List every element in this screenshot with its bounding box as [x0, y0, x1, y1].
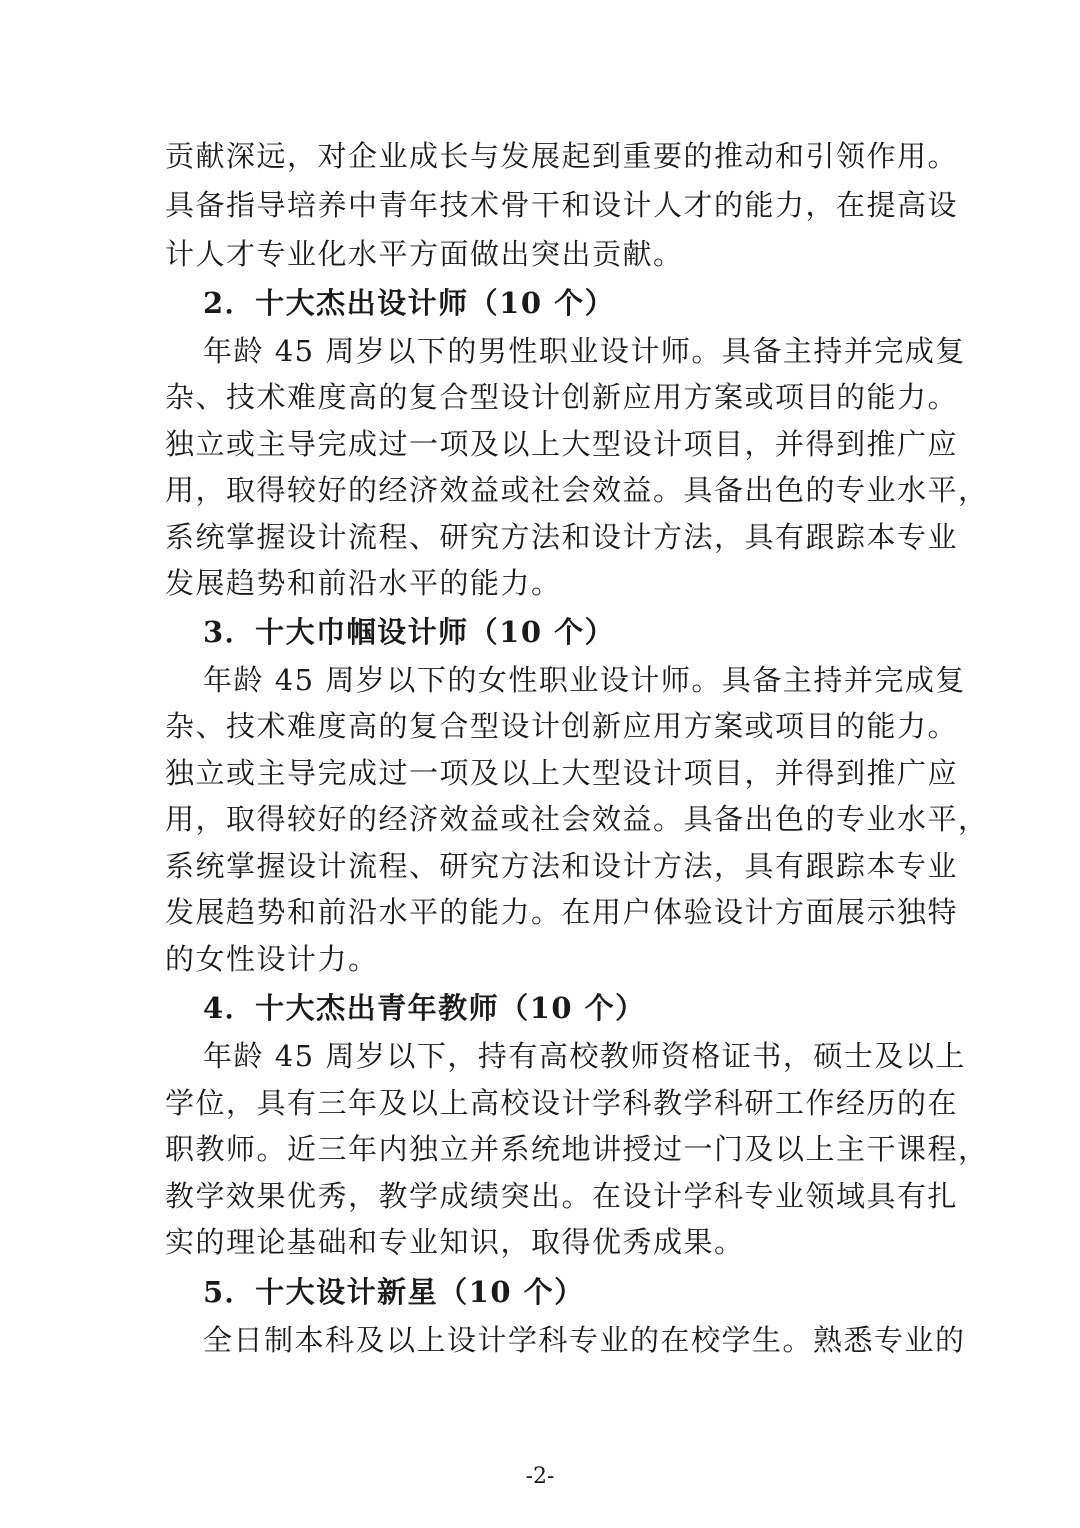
body-text-line: 年龄 45 周岁以下的男性职业设计师。具备主持并完成复 [203, 334, 966, 368]
section-heading: 2．十大杰出设计师（10 个） [203, 286, 616, 320]
body-text-line: 具备指导培养中青年技术骨干和设计人才的能力，在提高设 [165, 188, 959, 222]
page-number: -2- [525, 1464, 555, 1489]
body-text-line: 发展趋势和前沿水平的能力。在用户体验设计方面展示独特 [165, 895, 959, 929]
section-heading: 5．十大设计新星（10 个） [203, 1275, 585, 1309]
section-heading: 3．十大巾帼设计师（10 个） [203, 615, 616, 649]
body-text-line: 发展趋势和前沿水平的能力。 [165, 566, 562, 600]
body-text-line: 用，取得较好的经济效益或社会效益。具备出色的专业水平， [165, 473, 989, 507]
body-text-line: 职教师。近三年内独立并系统地讲授过一门及以上主干课程， [165, 1132, 989, 1166]
body-text-line: 年龄 45 周岁以下的女性职业设计师。具备主持并完成复 [203, 663, 966, 697]
body-text-line: 的女性设计力。 [165, 942, 379, 976]
body-text-line: 系统掌握设计流程、研究方法和设计方法，具有跟踪本专业 [165, 849, 959, 883]
body-text-line: 系统掌握设计流程、研究方法和设计方法，具有跟踪本专业 [165, 520, 959, 554]
body-text-line: 学位，具有三年及以上高校设计学科教学科研工作经历的在 [165, 1086, 959, 1120]
body-text-line: 计人才专业化水平方面做出突出贡献。 [165, 237, 684, 271]
body-text-line: 杂、技术难度高的复合型设计创新应用方案或项目的能力。 [165, 709, 959, 743]
body-text-line: 用，取得较好的经济效益或社会效益。具备出色的专业水平， [165, 802, 989, 836]
body-text-line: 全日制本科及以上设计学科专业的在校学生。熟悉专业的 [203, 1323, 966, 1357]
body-text-line: 实的理论基础和专业知识，取得优秀成果。 [165, 1225, 745, 1259]
body-text-line: 独立或主导完成过一项及以上大型设计项目，并得到推广应 [165, 756, 959, 790]
body-text-line: 杂、技术难度高的复合型设计创新应用方案或项目的能力。 [165, 380, 959, 414]
section-heading: 4．十大杰出青年教师（10 个） [203, 991, 646, 1025]
body-text-line: 教学效果优秀，教学成绩突出。在设计学科专业领域具有扎 [165, 1179, 959, 1213]
body-text-line: 独立或主导完成过一项及以上大型设计项目，并得到推广应 [165, 427, 959, 461]
body-text-line: 贡献深远，对企业成长与发展起到重要的推动和引领作用。 [165, 139, 959, 173]
body-text-line: 年龄 45 周岁以下，持有高校教师资格证书，硕士及以上 [203, 1039, 966, 1073]
